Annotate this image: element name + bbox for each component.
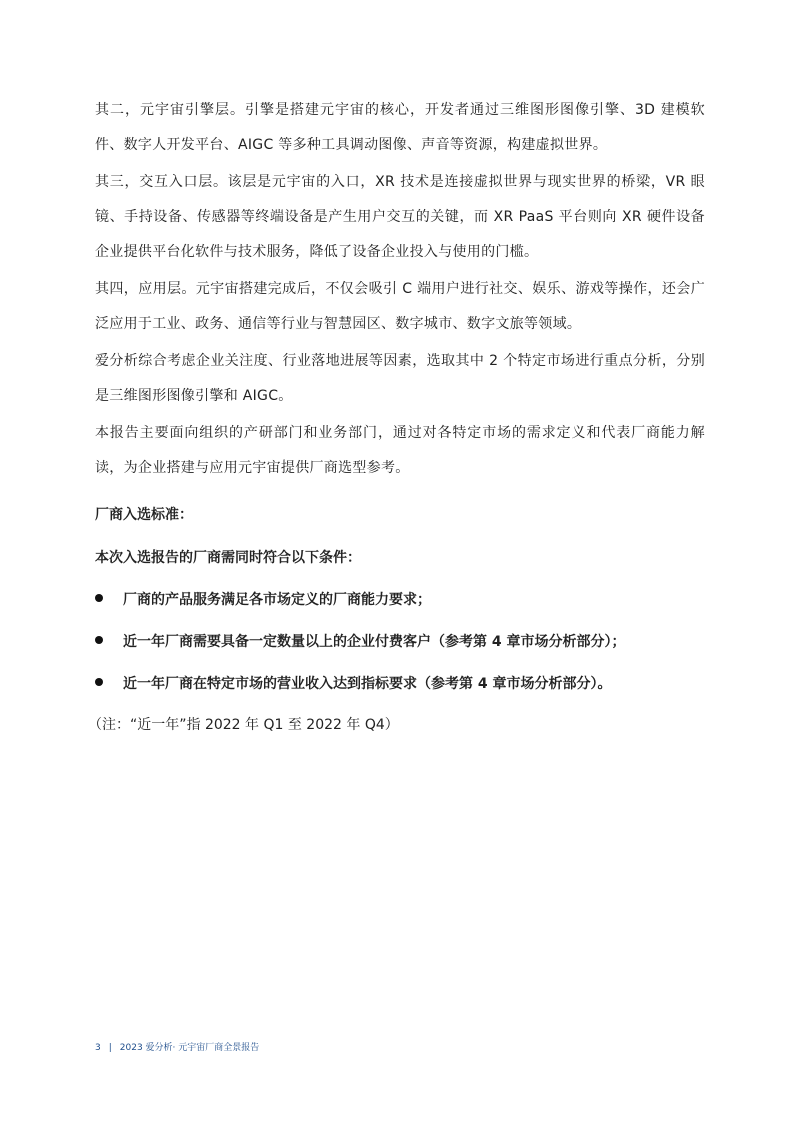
page-footer — [95, 1040, 259, 1053]
paragraph-market-selection: 爱分析综合考虑企业关注度、行业落地进展等因素，选取其中 2 个特定市场进行重点分析，分别是三维图形图像引擎和 AIGC。 — [95, 353, 705, 404]
footer-title: 2023 爱分析· 元宇宙厂商全景报告 — [119, 1043, 260, 1053]
paragraph-engine-layer: 其二，元宇宙引擎层。引擎是搭建元宇宙的核心，开发者通过三维图形图像引擎、3D 建模软件、数字人开发平台、AIGC 等多种工具调动图像、声音等资源，构建虚拟世界。 — [95, 102, 705, 153]
criteria-note: （注：“近一年”指 2022 年 Q1 至 2022 年 Q4） — [88, 717, 399, 733]
criteria-item-text: 厂商的产品服务满足各市场定义的厂商能力要求； — [123, 592, 431, 608]
bullet-icon — [95, 678, 103, 686]
bullet-icon — [95, 636, 103, 644]
paragraph-report-audience: 本报告主要面向组织的产研部门和业务部门，通过对各特定市场的需求定义和代表厂商能力解读，为企业搭建与应用元宇宙提供厂商选型参考。 — [95, 425, 705, 476]
criteria-item — [95, 590, 431, 610]
bullet-icon — [95, 594, 103, 602]
criteria-item-text: 近一年厂商在特定市场的营业收入达到指标要求（参考第 4 章市场分析部分）。 — [123, 676, 612, 692]
criteria-heading: 厂商入选标准： — [95, 507, 193, 523]
footer-separator: | — [108, 1043, 112, 1053]
paragraph-application-layer: 其四，应用层。元宇宙搭建完成后，不仅会吸引 C 端用户进行社交、娱乐、游戏等操作，还会广泛应用于工业、政务、通信等行业与智慧园区、数字城市、数字文旅等领域。 — [95, 281, 705, 332]
criteria-item-text: 近一年厂商需要具备一定数量以上的企业付费客户（参考第 4 章市场分析部分）； — [123, 634, 626, 650]
criteria-intro: 本次入选报告的厂商需同时符合以下条件： — [95, 550, 361, 566]
criteria-item — [95, 632, 626, 652]
page-body — [95, 93, 705, 488]
page-number: 3 — [95, 1043, 101, 1053]
criteria-item — [95, 674, 612, 694]
paragraph-interaction-layer: 其三，交互入口层。该层是元宇宙的入口，XR 技术是连接虚拟世界与现实世界的桥梁，VR 眼镜、手持设备、传感器等终端设备是产生用户交互的关键，而 XR PaaS 平台则向 XR 硬件设备企业提供平台化软件与技术服务，降低了设备企业投入与使用的门槛。 — [95, 174, 705, 260]
